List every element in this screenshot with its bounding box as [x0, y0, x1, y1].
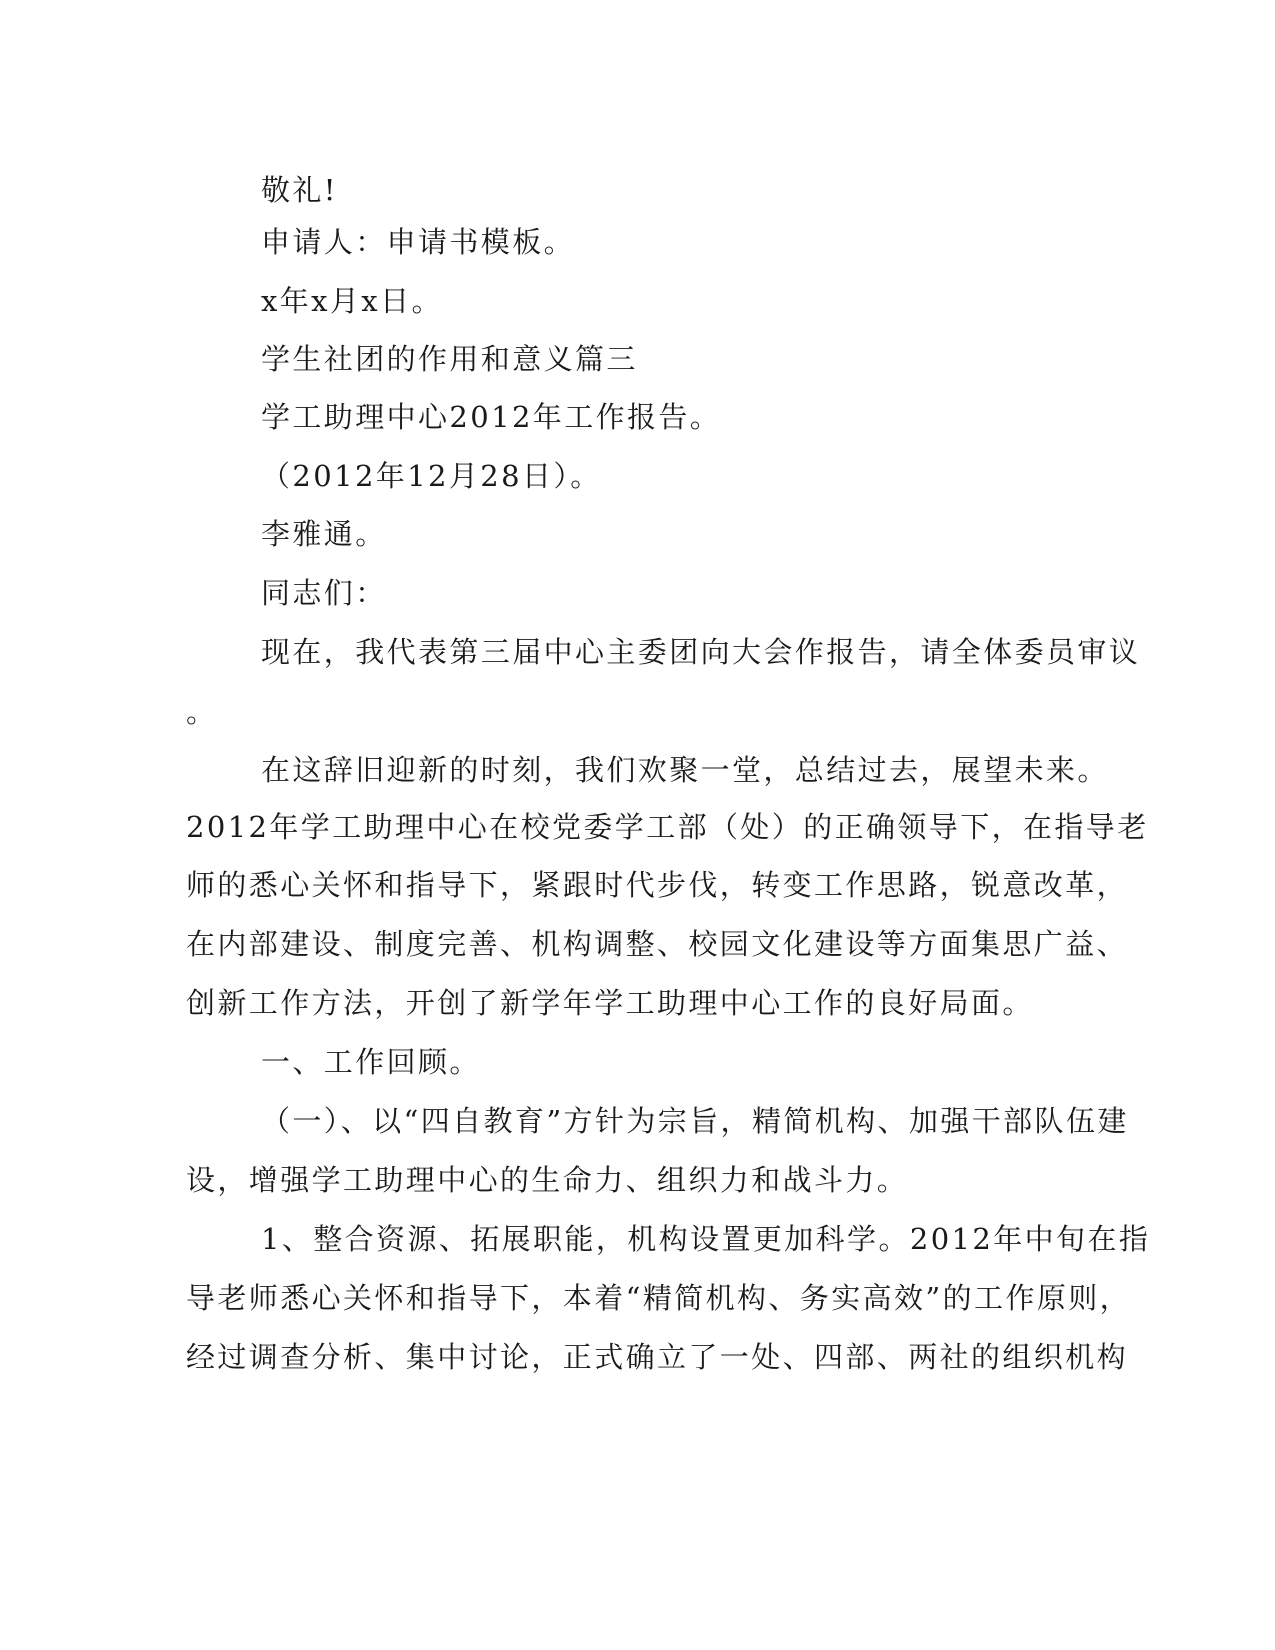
closing-salutation: 敬礼!	[261, 173, 338, 207]
paragraph-line: 经过调查分析、集中讨论，正式确立了一处、四部、两社的组织机构	[186, 1340, 1129, 1374]
paragraph-line: 在内部建设、制度完善、机构调整、校园文化建设等方面集思广益、	[186, 927, 1129, 961]
paragraph-line: 。	[186, 695, 218, 729]
paragraph-line: 设，增强学工助理中心的生命力、组织力和战斗力。	[186, 1163, 909, 1197]
author-name: 李雅通。	[261, 517, 387, 551]
date-line: x年x月x日。	[261, 284, 443, 318]
greeting: 同志们：	[261, 576, 387, 610]
paragraph-line: 现在，我代表第三届中心主委团向大会作报告，请全体委员审议	[261, 635, 1141, 669]
report-date: （2012年12月28日）。	[261, 459, 602, 493]
paragraph-line: 导老师悉心关怀和指导下，本着“精简机构、务实高效”的工作原则，	[186, 1281, 1132, 1315]
paragraph-line: 2012年学工助理中心在校党委学工部（处）的正确领导下，在指导老	[186, 810, 1149, 844]
paragraph-line: （一）、以“四自教育”方针为宗旨，精简机构、加强干部队伍建	[261, 1104, 1129, 1138]
paragraph-line: 在这辞旧迎新的时刻，我们欢聚一堂，总结过去，展望未来。	[261, 753, 1109, 787]
section-heading: 学生社团的作用和意义篇三	[261, 342, 638, 376]
paragraph-line: 创新工作方法，开创了新学年学工助理中心工作的良好局面。	[186, 986, 1034, 1020]
section-heading: 一、工作回顾。	[261, 1045, 481, 1079]
paragraph-line: 1、整合资源、拓展职能，机构设置更加科学。2012年中旬在指	[261, 1222, 1151, 1256]
report-title: 学工助理中心2012年工作报告。	[261, 400, 722, 434]
applicant-line: 申请人：申请书模板。	[261, 225, 576, 259]
paragraph-line: 师的悉心关怀和指导下，紧跟时代步伐，转变工作思路，锐意改革，	[186, 868, 1129, 902]
